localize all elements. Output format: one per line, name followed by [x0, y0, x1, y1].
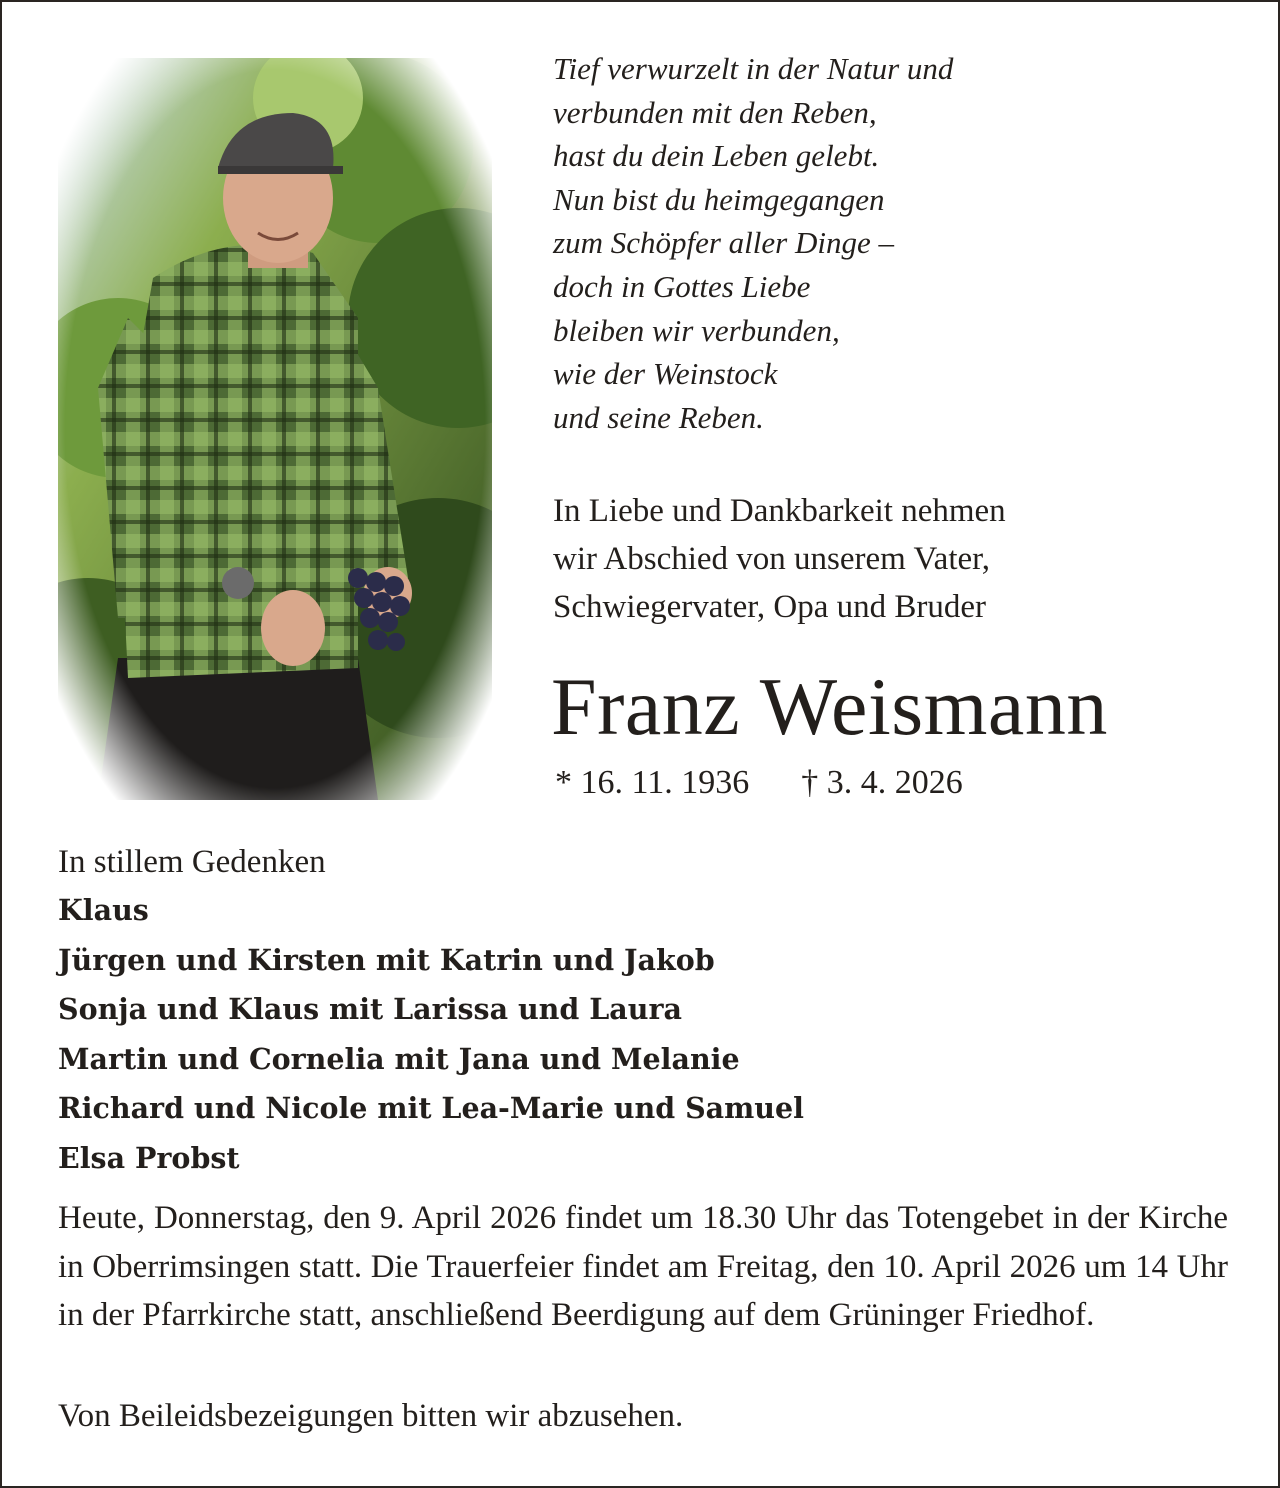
mourner-entry: Jürgen und Kirsten mit Katrin und Jakob: [58, 942, 715, 977]
mourners-list: [58, 886, 1058, 1183]
poem-line: bleiben wir verbunden,: [553, 312, 840, 348]
farewell-line: wir Abschied von unserem Vater,: [553, 541, 991, 577]
mourner-entry: Klaus: [58, 893, 149, 927]
condolence-note: Von Beileidsbezeigungen bitten wir abzusehen.: [58, 1398, 684, 1434]
poem-line: doch in Gottes Liebe: [553, 268, 811, 304]
poem-line: zum Schöpfer aller Dinge –: [553, 225, 894, 261]
farewell-text: [553, 487, 1253, 631]
mourning-heading: In stillem Gedenken: [58, 844, 326, 880]
farewell-line: In Liebe und Dankbarkeit nehmen: [553, 493, 1006, 529]
birth-date: * 16. 11. 1936: [555, 764, 750, 801]
service-details: Heute, Donnerstag, den 9. April 2026 findet um 18.30 Uhr das Totengebet in der Kirche in Oberrimsingen statt. Die Trauerfeier findet am Freitag, den 10. April 2026 um 14 Uhr in der Pfarrkirche statt, anschließend Beerdigung auf dem Grüninger Friedhof.: [58, 1200, 1228, 1333]
mourner-entry: Elsa Probst: [58, 1140, 240, 1175]
poem-line: Nun bist du heimgegangen: [553, 181, 885, 217]
poem: [553, 47, 1253, 439]
poem-line: und seine Reben.: [553, 399, 764, 435]
poem-line: wie der Weinstock: [553, 356, 778, 392]
mourner-entry: Sonja und Klaus mit Larissa und Laura: [58, 992, 682, 1026]
death-date: † 3. 4. 2026: [801, 764, 963, 801]
portrait-photo: [58, 58, 492, 800]
farewell-line: Schwiegervater, Opa und Bruder: [553, 589, 987, 625]
mourner-entry: Richard und Nicole mit Lea-Marie und Samuel: [58, 1091, 804, 1125]
poem-line: Tief verwurzelt in der Natur und: [553, 51, 954, 86]
mourner-entry: Martin und Cornelia mit Jana und Melanie: [58, 1041, 740, 1076]
life-dates: [555, 762, 1255, 804]
deceased-name: Franz Weismann: [551, 661, 1108, 752]
portrait-photo-icon: [58, 58, 492, 800]
poem-line: hast du dein Leben gelebt.: [553, 138, 880, 174]
poem-line: verbunden mit den Reben,: [553, 94, 877, 130]
